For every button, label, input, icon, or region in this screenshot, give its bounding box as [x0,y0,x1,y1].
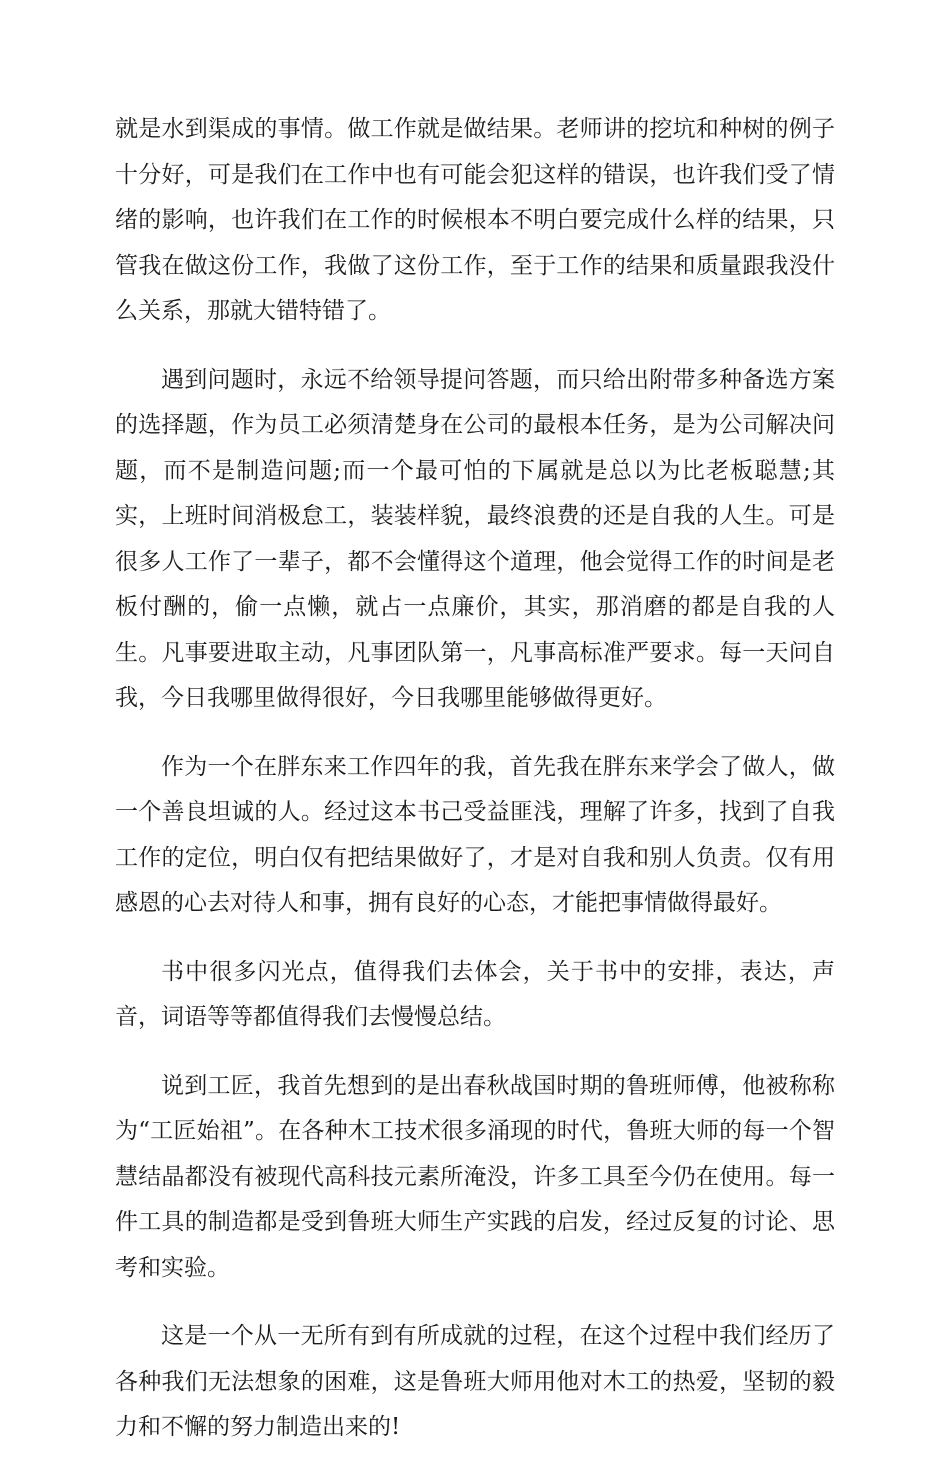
paragraph: 说到工匠，我首先想到的是出春秋战国时期的鲁班师傅，他被称称为“工匠始祖”。在各种木工技术很多涌现的时代，鲁班大师的每一个智慧结晶都没有被现代高科技元素所淹没，许多工具至今仍在使用。每一件工具的制造都是受到鲁班大师生产实践的启发，经过反复的讨论、思考和实验。 [115,1072,835,1281]
paragraph: 遇到问题时，永远不给领导提问答题，而只给出附带多种备选方案的选择题，作为员工必须清楚身在公司的最根本任务，是为公司解决问题，而不是制造问题;而一个最可怕的下属就是总以为比老板聪慧;其实，上班时间消极怠工，装装样貌，最终浪费的还是自我的人生。可是很多人工作了一辈子，都不会懂得这个道理，他会觉得工作的时间是老板付酬的，偷一点懒，就占一点廉价，其实，那消磨的都是自我的人生。凡事要进取主动，凡事团队第一，凡事高标准严要求。每一天问自我，今日我哪里做得很好，今日我哪里能够做得更好。 [115,366,835,711]
paragraph: 就是水到渠成的事情。做工作就是做结果。老师讲的挖坑和种树的例子十分好，可是我们在工作中也有可能会犯这样的错误，也许我们受了情绪的影响，也许我们在工作的时候根本不明白要完成什么样的结果，只管我在做这份工作，我做了这份工作，至于工作的结果和质量跟我没什么关系，那就大错特错了。 [115,116,835,324]
document-body [115,107,835,1474]
paragraph: 书中很多闪光点，值得我们去体会，关于书中的安排，表达，声音，词语等等都值得我们去慢慢总结。 [115,958,835,1030]
paragraph: 这是一个从一无所有到有所成就的过程，在这个过程中我们经历了各种我们无法想象的困难，这是鲁班大师用他对木工的热爱，坚韧的毅力和不懈的努力制造出来的! [115,1323,835,1440]
paragraph: 作为一个在胖东来工作四年的我，首先我在胖东来学会了做人，做一个善良坦诚的人。经过这本书己受益匪浅，理解了许多，找到了自我工作的定位，明白仅有把结果做好了，才是对自我和别人负责。仅有用感恩的心去对待人和事，拥有良好的心态，才能把事情做得最好。 [115,753,835,916]
